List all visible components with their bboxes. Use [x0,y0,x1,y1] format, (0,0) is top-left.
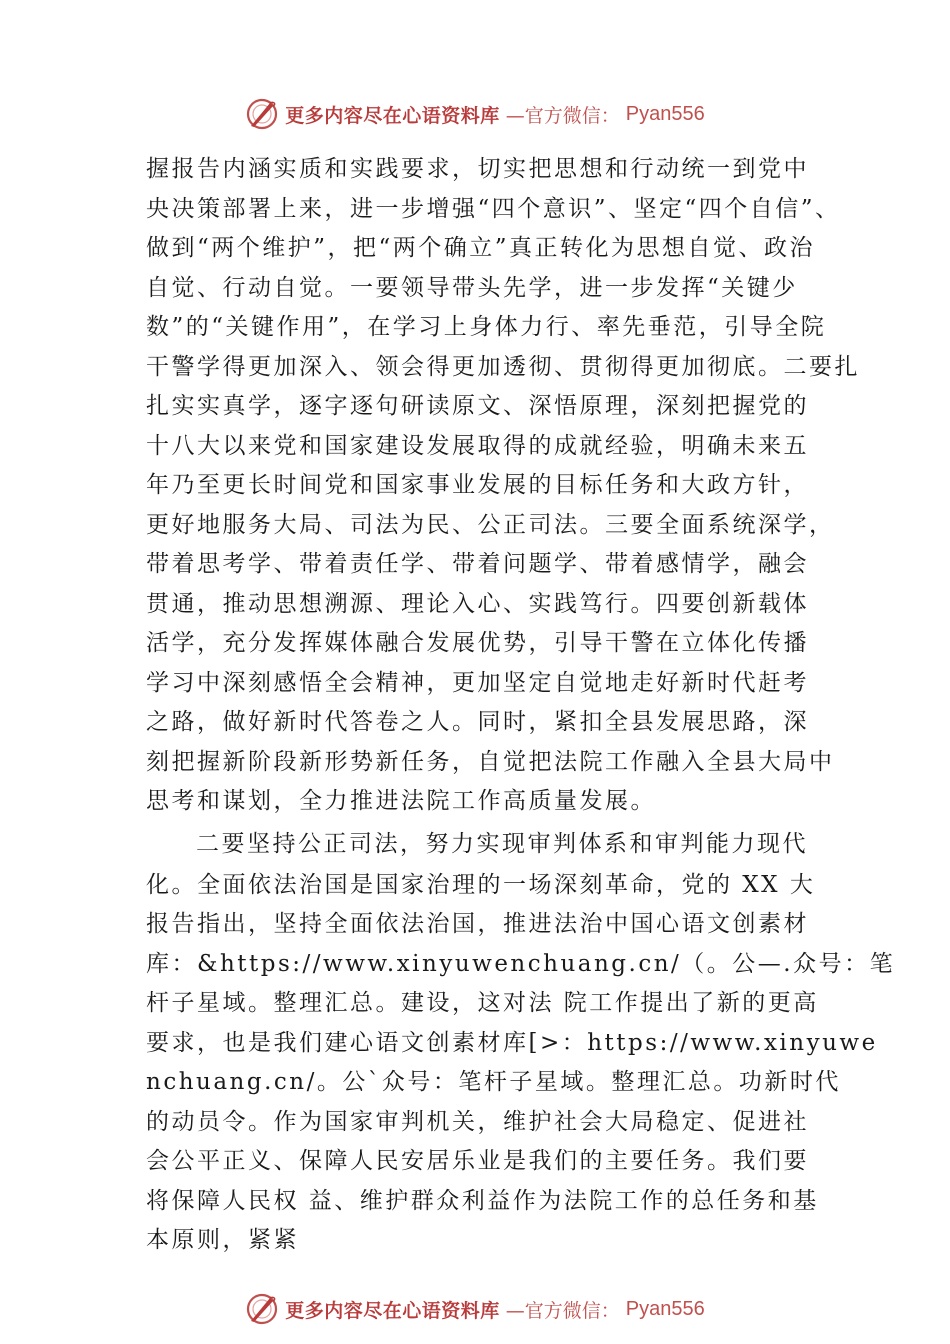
section-line: 本原则，紧紧 [146,1227,299,1253]
body-line: 贯通，推动思想溯源、理论入心、实践笃行。四要创新载体 [146,590,809,617]
body-line: 活学，充分发挥媒体融合发展优势，引导干警在立体化传播 [146,630,809,656]
body-line: 自觉、行动自觉。一要领导带头先学，进一步发挥“关键少 [146,274,798,301]
header-banner [0,94,950,134]
body-line: 扎实实真学，逐字逐句研读原文、深悟原理，深刻把握党的 [146,393,809,419]
body-line: 更好地服务大局、司法为民、公正司法。三要全面系统深学， [146,511,835,538]
body-line: 年乃至更长时间党和国家事业发展的目标任务和大政方针， [146,472,809,498]
section-line: nchuang.cn/。公`众号：笔杆子星域。整理汇总。功新时代 [146,1069,841,1095]
body-line: 十八大以来党和国家建设发展取得的成就经验，明确未来五 [146,432,809,459]
body-line: 带着思考学、带着责任学、带着问题学、带着感情学，融会 [146,551,809,577]
section-heading: 二要坚持公正司法，努力实现审判体系和审判能力现代 [196,830,808,857]
document-body [146,150,896,1261]
section-line: 杆子星域。整理汇总。建设，这对法 院工作提出了新的更高 [146,990,819,1016]
banner-brand: 更多内容尽在心语资料库 [285,1299,500,1322]
banner-wechat-id: Pyan556 [625,102,705,125]
section-line: 会公平正义、保障人民安居乐业是我们的主要任务。我们要 [146,1148,809,1174]
body-line: 握报告内涵实质和实践要求，切实把思想和行动统一到党中 [146,156,809,182]
body-line: 学习中深刻感悟全会精神，更加坚定自觉地走好新时代赶考 [146,669,809,696]
section-line: 报告指出，坚持全面依法治国，推进法治中国心语文创素材 [146,911,809,937]
body-line: 数”的“关键作用”，在学习上身体力行、率先垂范，引导全院 [146,314,827,340]
section-line: 将保障人民权 益、维护群众利益作为法院工作的总任务和基 [146,1187,819,1214]
section-line: 的动员令。作为国家审判机关，维护社会大局稳定、促进社 [146,1108,809,1135]
quill-logo-icon [245,97,279,131]
banner-wechat-label: —官方微信： [505,1299,620,1322]
body-line: 央决策部署上来，进一步增强“四个意识”、坚定“四个自信”、 [146,195,841,222]
section-line: 化。全面依法治国是国家治理的一场深刻革命，党的 XX 大 [146,871,816,898]
body-line: 刻把握新阶段新形势新任务，自觉把法院工作融入全县大局中 [146,748,835,775]
section-line: 库：&https://www.xinyuwenchuang.cn/（。公—.众号：笔 [146,950,896,977]
footer-banner [0,1289,950,1329]
body-line: 做到“两个维护”，把“两个确立”真正转化为思想自觉、政治 [146,235,816,261]
banner-wechat-label: —官方微信： [505,104,620,127]
body-line: 干警学得更加深入、领会得更加透彻、贯彻得更加彻底。二要扎 [146,353,860,380]
banner-wechat-id: Pyan556 [625,1297,705,1320]
body-line: 思考和谋划，全力推进法院工作高质量发展。 [146,788,656,814]
section-line: 要求，也是我们建心语文创素材库[>：https://www.xinyuwe [146,1029,878,1056]
body-line: 之路，做好新时代答卷之人。同时，紧扣全县发展思路，深 [146,709,809,735]
quill-logo-icon [245,1292,279,1326]
banner-brand: 更多内容尽在心语资料库 [285,104,500,127]
